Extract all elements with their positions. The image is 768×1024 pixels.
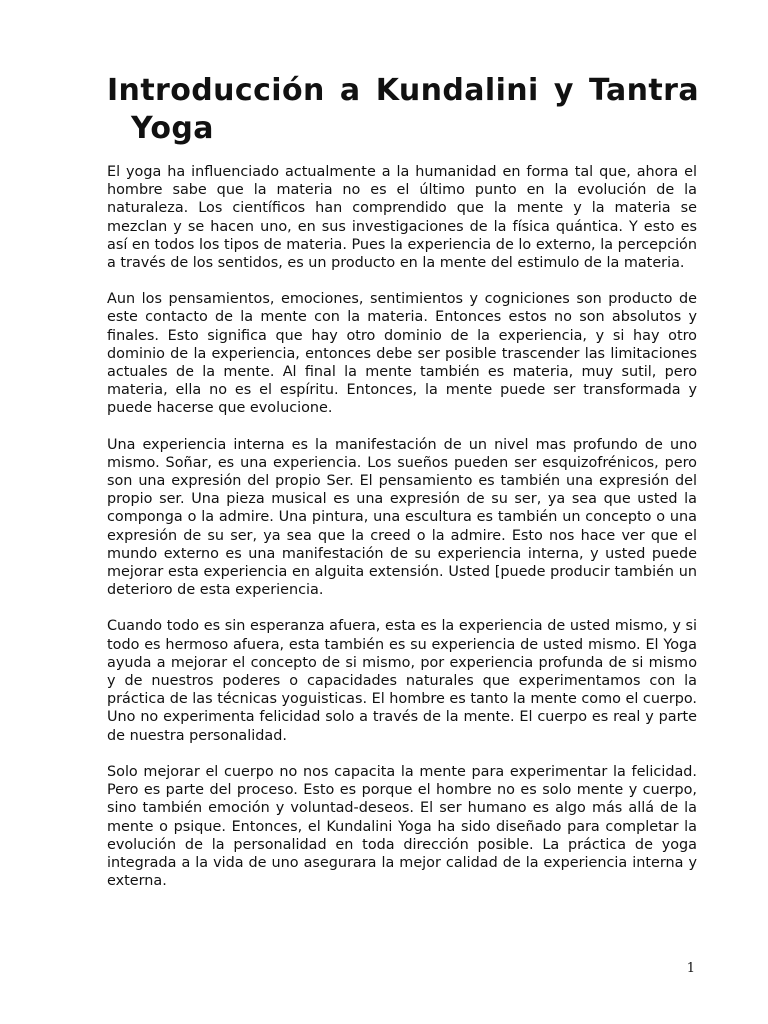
paragraph: Cuando todo es sin esperanza afuera, esta es la experiencia de usted mismo, y si todo es hermoso afuera, esta también es su experiencia de usted mismo. El Yoga ayuda a mejorar el concepto de si mismo, por experiencia profunda de si mismo y de nuestros poderes o capacidades naturales que experimentamos con la práctica de las técnicas yoguisticas. El hombre es tanto la mente como el cuerpo. Uno no experimenta felicidad solo a través de la mente. El cuerpo es real y parte de nuestra personalidad. <box>107 618 697 744</box>
document-body <box>107 163 697 908</box>
page-number: 1 <box>686 961 695 976</box>
paragraph: Una experiencia interna es la manifestación de un nivel mas profundo de uno mismo. Soñar, es una experiencia. Los sueños pueden ser esquizofrénicos, pero son una expresión del propio Ser. El pensamiento es también una expresión del propio ser. Una pieza musical es una expresión de su ser, ya sea que usted la componga o la admire. Una pintura, una escultura es también un concepto o una expresión de su ser, ya sea que la creed o la admire. Esto nos hace ver que el mundo externo es una manifestación de su experiencia interna, y usted puede mejorar esta experiencia en alguita extensión. Usted [puede producir también un deterioro de esta experiencia. <box>107 436 697 599</box>
title-line-1: Introducción a Kundalini y Tantra <box>107 73 699 108</box>
title-line-2: Yoga <box>131 111 214 146</box>
paragraph: Aun los pensamientos, emociones, sentimientos y cogniciones son producto de este contacto de la mente con la materia. Entonces estos no son absolutos y finales. Esto significa que hay otro dominio de la experiencia, y si hay otro dominio de la experiencia, entonces debe ser posible trascender las limitaciones actuales de la mente. Al final la mente también es materia, muy sutil, pero materia, ella no es el espíritu. Entonces, la mente puede ser transformada y puede hacerse que evolucione. <box>107 291 697 417</box>
paragraph: El yoga ha influenciado actualmente a la humanidad en forma tal que, ahora el hombre sabe que la materia no es el último punto en la evolución de la naturaleza. Los científicos han comprendido que la mente y la materia se mezclan y se hacen uno, en sus investigaciones de la física quántica. Y esto es así en todos los tipos de materia. Pues la experiencia de lo externo, la percepción a través de los sentidos, es un producto en la mente del estimulo de la materia. <box>107 164 697 272</box>
paragraph: Solo mejorar el cuerpo no nos capacita la mente para experimentar la felicidad. Pero es parte del proceso. Esto es porque el hombre no es solo mente y cuerpo, sino también emoción y voluntad-deseos. El ser humano es algo más allá de la mente o psique. Entonces, el Kundalini Yoga ha sido diseñado para completar la evolución de la personalidad en toda dirección posible. La práctica de yoga integrada a la vida de uno asegurara la mejor calidad de la experiencia interna y externa. <box>107 763 697 890</box>
page-title <box>107 72 699 148</box>
